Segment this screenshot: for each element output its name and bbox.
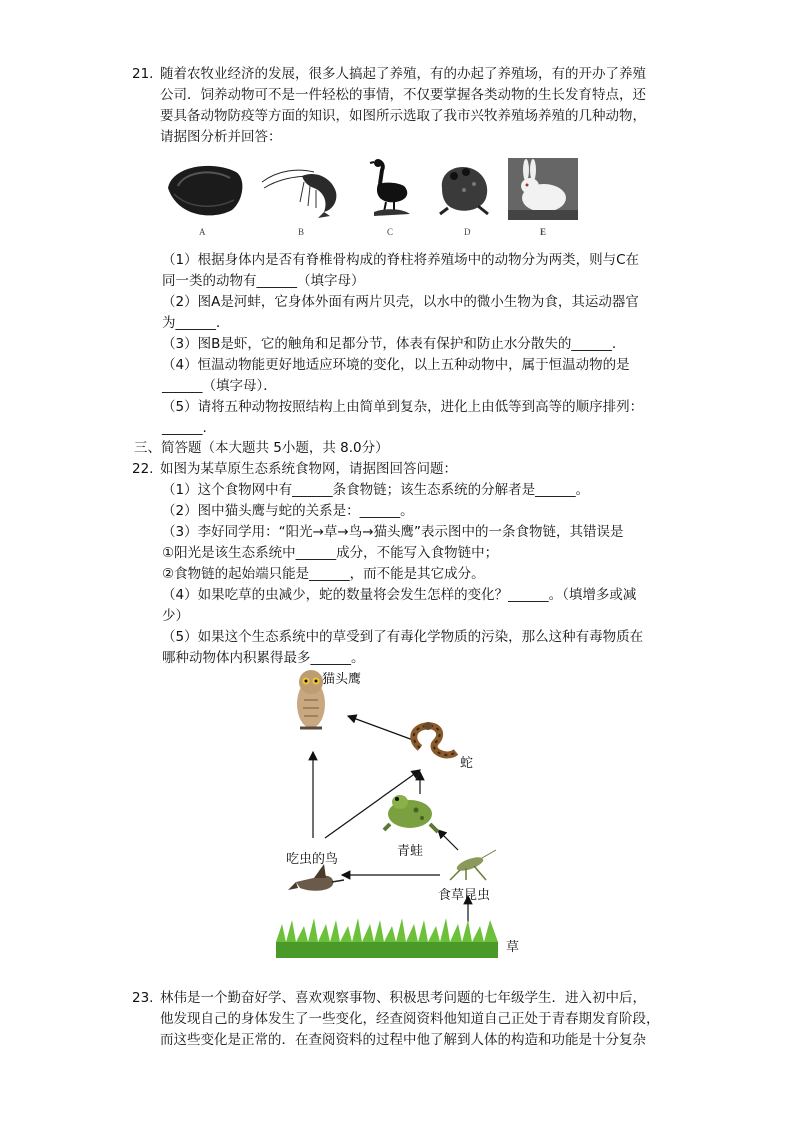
q21-part-4a: （4）恒温动物能更好地适应环境的变化，以上五种动物中，属于恒温动物的是: [162, 357, 630, 373]
label-grass: 草: [506, 940, 520, 955]
label-e: E: [540, 227, 547, 237]
goose-image: [364, 156, 414, 218]
q21-part-2a: （2）图A是河蚌，它身体外面有两片贝壳，以水中的微小生物为食，其运动器官: [162, 294, 639, 310]
q21-part-3: （3）图B是虾，它的触角和足都分节，体表有保护和防止水分散失的______．: [162, 336, 626, 352]
rabbit-image: [508, 158, 578, 220]
snake-image: [414, 722, 456, 755]
q21-part-5a: （5）请将五种动物按照结构上由简单到复杂，进化上由低等到高等的顺序排列：: [162, 399, 644, 415]
owl-image: [297, 670, 325, 728]
label-d: D: [464, 227, 471, 237]
q21-intro-line-3: 要具备动物防疫等方面的知识，如图所示选取了我市兴牧养殖场养殖的几种动物，: [160, 108, 646, 124]
q22-part-3: （3）李好同学用：“阳光→草→鸟→猫头鹰”表示图中的一条食物链，其错误是: [162, 524, 624, 540]
q22-part-1: （1）这个食物网中有______条食物链；该生态系统的分解者是______。: [162, 482, 590, 498]
q22-part-2: （2）图中猫头鹰与蛇的关系是：______。: [162, 503, 414, 519]
q21-part-5b: ______.: [162, 420, 207, 436]
q22-part-4b: 少）: [162, 608, 189, 624]
q23-line-3: 而这些变化是正常的．在查阅资料的过程中他了解到人体的构造和功能是十分复杂: [160, 1032, 646, 1048]
q22-intro: 如图为某草原生态系统食物网，请据图回答问题：: [160, 461, 457, 477]
section-title: 三、简答题（本大题共 5小题，共 8.0分）: [134, 440, 389, 456]
q22-part-4a: （4）如果吃草的虫减少，蛇的数量将会发生怎样的变化？______。（填增多或减: [162, 587, 637, 603]
q21-part-2b: 为______．: [162, 315, 230, 331]
q21-intro-line-2: 公司．饲养动物可不是一件轻松的事情，不仅要掌握各类动物的生长发育特点，还: [160, 87, 646, 103]
q22-part-5a: （5）如果这个生态系统中的草受到了有毒化学物质的污染，那么这种有毒物质在: [162, 629, 644, 645]
food-web-diagram: [260, 660, 540, 965]
q21-part-4b: ______（填字母）．: [162, 378, 277, 394]
label-c: C: [387, 227, 394, 237]
q23-line-2: 他发现自己的身体发生了一些变化，经查阅资料他知道自己正处于青春期发育阶段，: [160, 1011, 660, 1027]
q23-line-1: 林伟是一个勤奋好学、喜欢观察事物、积极思考问题的七年级学生．进入初中后，: [160, 990, 646, 1006]
q23-number: 23.: [132, 990, 154, 1006]
bird-image: [288, 864, 344, 891]
mussel-image: [162, 160, 246, 220]
q21-part-1b: 同一类的动物有______（填字母）: [162, 273, 365, 289]
arrow-insect-to-frog: [438, 830, 458, 850]
label-insect: 食草昆虫: [438, 888, 491, 903]
arrow-snake-to-owl: [348, 716, 413, 740]
q21-part-1a: （1）根据身体内是否有脊椎骨构成的脊柱将养殖场中的动物分为两类，则与C在: [162, 252, 640, 268]
q21-intro-line-1: 随着农牧业经济的发展，很多人搞起了养殖，有的办起了养殖场，有的开办了养殖: [160, 66, 646, 82]
q21-number: 21.: [132, 66, 154, 82]
q22-part-3-2: ②食物链的起始端只能是______，而不能是其它成分。: [162, 566, 485, 582]
grasshopper-image: [450, 850, 496, 880]
q22-part-3-1: ①阳光是该生态系统中______成分，不能写入食物链中；: [162, 545, 499, 561]
q22-part-5b: 哪种动物体内积累得最多______。: [162, 650, 365, 666]
label-owl: 猫头鹰: [322, 672, 362, 687]
label-bird: 吃虫的鸟: [286, 852, 339, 867]
frog-image: [384, 795, 438, 832]
shrimp-image: [258, 164, 342, 220]
label-snake: 蛇: [460, 756, 474, 771]
q22-number: 22.: [132, 461, 154, 477]
label-b: B: [298, 227, 305, 237]
label-frog: 青蛙: [397, 844, 424, 859]
grass-image: [276, 918, 498, 958]
toad-image: [434, 158, 494, 218]
label-a: A: [199, 227, 206, 237]
q21-intro-line-4: 请据图分析并回答：: [160, 129, 282, 145]
